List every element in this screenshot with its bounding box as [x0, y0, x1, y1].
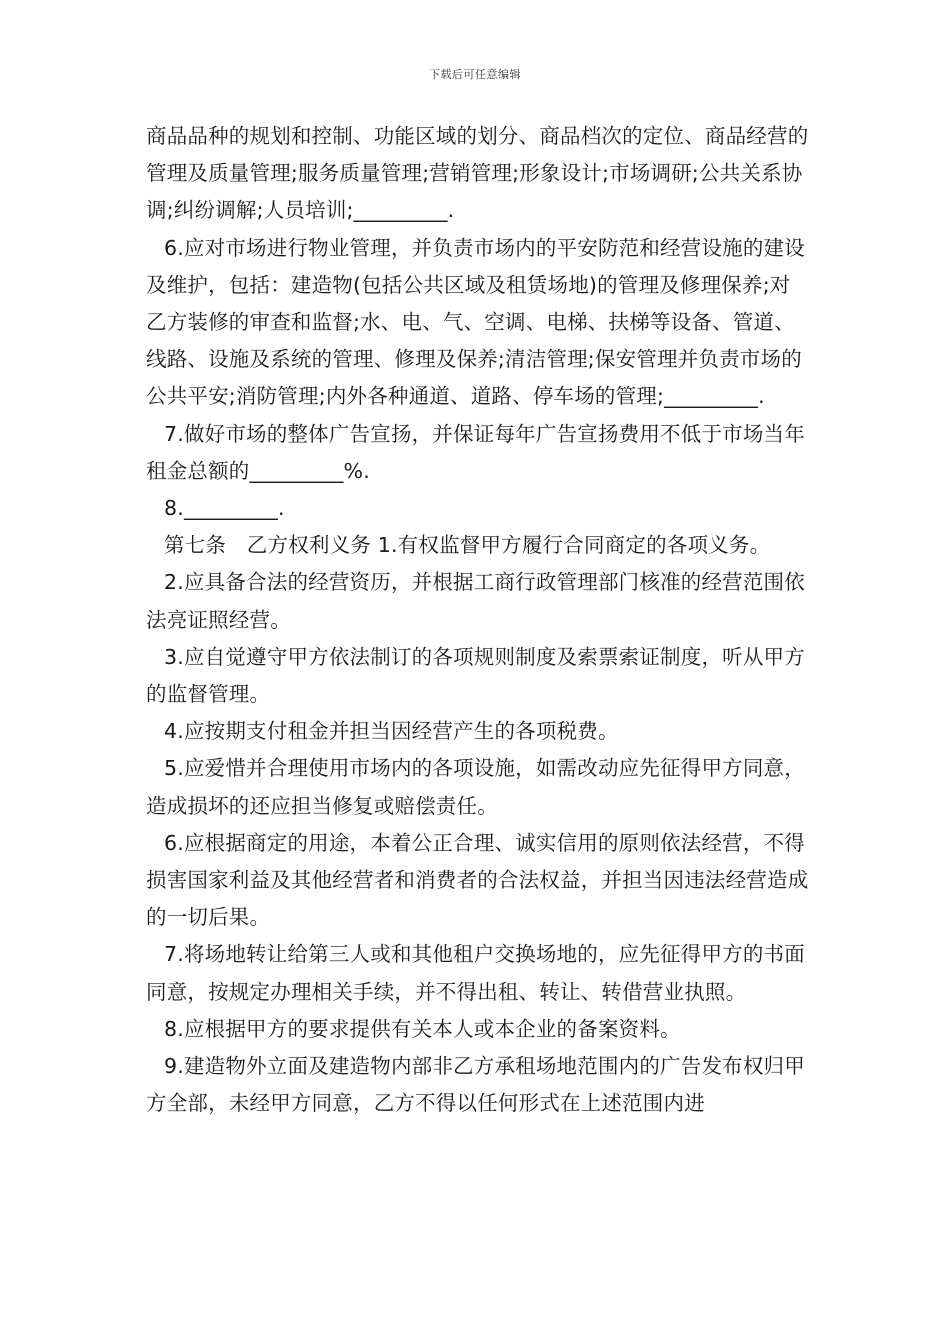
paragraph-item-7: 7.将场地转让给第三人或和其他租户交换场地的，应先征得甲方的书面同意，按规定办理相关手续，并不得出租、转让、转借营业执照。	[146, 942, 805, 1004]
paragraph-item-4: 4.应按期支付租金并担当因经营产生的各项税费。	[164, 719, 619, 744]
document-body	[146, 118, 810, 1122]
page-header: 下载后可任意编辑	[429, 68, 521, 81]
paragraph-clause-7: 7.做好市场的整体广告宣扬，并保证每年广告宣扬费用不低于市场当年租金总额的_________%.	[146, 421, 805, 483]
paragraph-item-2: 2.应具备合法的经营资历，并根据工商行政管理部门核准的经营范围依法亮证照经营。	[146, 570, 805, 632]
paragraph-article-7: 第七条 乙方权利义务 1.有权监督甲方履行合同商定的各项义务。	[164, 533, 771, 558]
paragraph-item-9: 9.建造物外立面及建造物内部非乙方承租场地范围内的广告发布权归甲方全部，未经甲方同意，乙方不得以任何形式在上述范围内进	[146, 1054, 805, 1116]
paragraph-item-5: 5.应爱惜并合理使用市场内的各项设施，如需改动应先征得甲方同意，造成损坏的还应担当修复或赔偿责任。	[146, 756, 805, 818]
paragraph-clause-8: 8._________.	[164, 496, 285, 521]
paragraph-clause-6: 6.应对市场进行物业管理，并负责市场内的平安防范和经营设施的建设及维护，包括：建造物(包括公共区域及租赁场地)的管理及修理保养;对乙方装修的审查和监督;水、电、气、空调、电梯、扶梯等设备、管道、线路、设施及系统的管理、修理及保养;清洁管理;保安管理并负责市场的公共平安;消防管理;内外各种通道、道路、停车场的管理;_________.	[146, 235, 805, 409]
paragraph-continuation: 商品品种的规划和控制、功能区域的划分、商品档次的定位、商品经营的管理及质量管理;服务质量管理;营销管理;形象设计;市场调研;公共关系协调;纠纷调解;人员培训;_________.	[146, 124, 809, 223]
paragraph-item-6: 6.应根据商定的用途，本着公正合理、诚实信用的原则依法经营，不得损害国家利益及其他经营者和消费者的合法权益，并担当因违法经营造成的一切后果。	[146, 830, 809, 930]
paragraph-item-8: 8.应根据甲方的要求提供有关本人或本企业的备案资料。	[164, 1016, 681, 1041]
paragraph-item-3: 3.应自觉遵守甲方依法制订的各项规则制度及索票索证制度，听从甲方的监督管理。	[146, 644, 805, 707]
